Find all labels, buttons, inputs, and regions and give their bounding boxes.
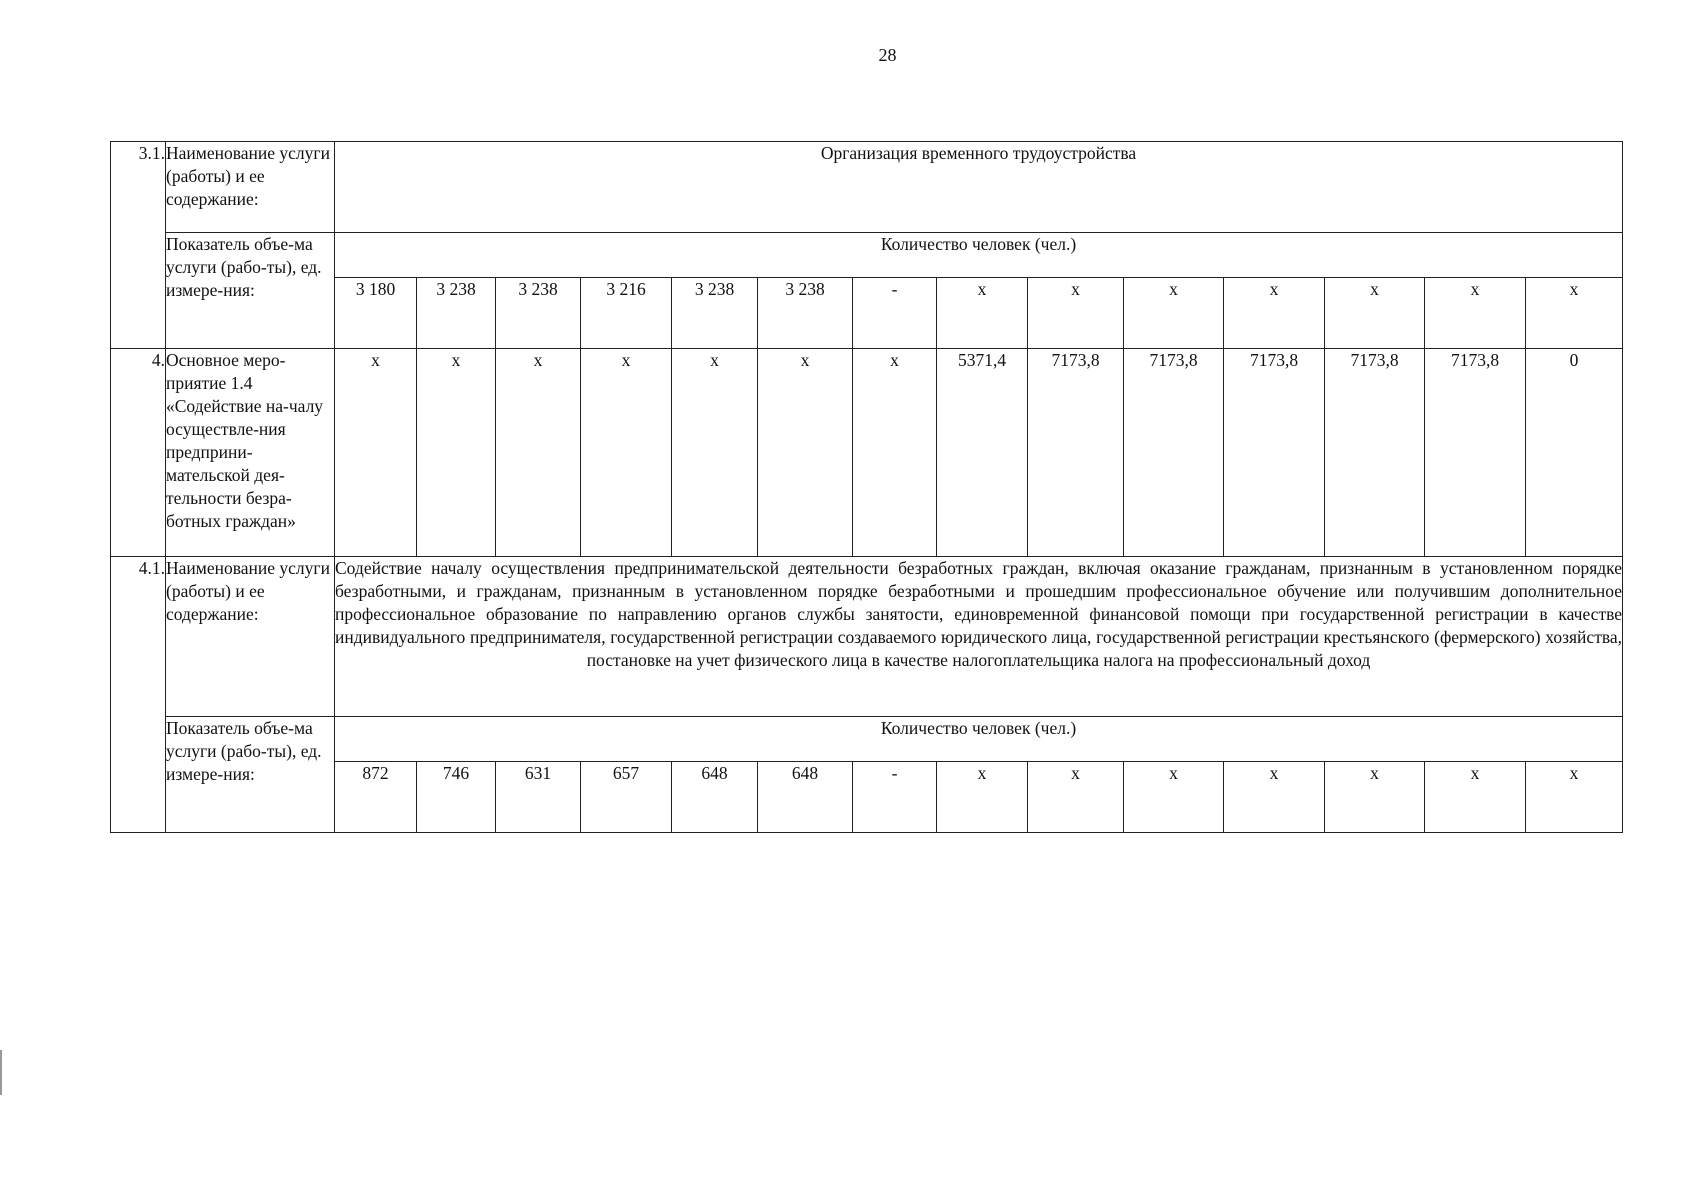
value-cell: x: [1124, 762, 1224, 833]
value-cell: x: [672, 349, 758, 557]
value-cell: x: [1425, 762, 1526, 833]
value-cell: x: [937, 278, 1028, 349]
indicator-label: Показатель объе-ма услуги (рабо-ты), ед. измере-ния:: [166, 717, 335, 833]
value-cell: x: [1325, 278, 1425, 349]
row-number: 4.1.: [111, 557, 166, 833]
value-cell: 7173,8: [1124, 349, 1224, 557]
value-cell: x: [335, 349, 417, 557]
service-name-value: Организация временного трудоустройства: [335, 142, 1623, 233]
value-cell: 657: [581, 762, 672, 833]
value-cell: 648: [758, 762, 853, 833]
table-row: [111, 142, 1623, 233]
value-cell: 3 180: [335, 278, 417, 349]
service-name-label: Наименование услуги (работы) и ее содержание:: [166, 142, 335, 233]
value-cell: 7173,8: [1224, 349, 1325, 557]
service-name-value: Содействие началу осуществления предпринимательской деятельности безработных граждан, включая оказание гражданам, признанным в установленном порядке безработными, и гражданам, признанным в установленном порядке безработными и прошедшим профессиональное обучение или получившим дополнительное профессиональное образование по направлению органов службы занятости, единовременной финансовой помощи при государственной регистрации в качестве индивидуального предпринимателя, государственной регистрации создаваемого юридического лица, государственной регистрации крестьянского (фермерского) хозяйства, постановке на учет физического лица в качестве налогоплательщика налога на профессиональный доход: [335, 557, 1623, 717]
value-cell: 7173,8: [1425, 349, 1526, 557]
page-number: 28: [878, 45, 897, 65]
indicator-label: Показатель объе-ма услуги (рабо-ты), ед. измере-ния:: [166, 233, 335, 349]
value-cell: x: [417, 349, 496, 557]
value-cell: 7173,8: [1028, 349, 1124, 557]
value-cell: x: [1028, 278, 1124, 349]
value-cell: 5371,4: [937, 349, 1028, 557]
value-cell: 7173,8: [1325, 349, 1425, 557]
value-cell: 746: [417, 762, 496, 833]
value-cell: x: [1224, 762, 1325, 833]
scan-edge-mark: [0, 1050, 2, 1095]
value-cell: x: [496, 349, 581, 557]
table-row: [111, 349, 1623, 557]
value-cell: x: [1124, 278, 1224, 349]
value-cell: x: [581, 349, 672, 557]
value-cell: x: [1526, 278, 1623, 349]
value-cell: x: [853, 349, 937, 557]
row-number: 3.1.: [111, 142, 166, 349]
table-row: [111, 233, 1623, 278]
unit-label: Количество человек (чел.): [335, 233, 1623, 278]
unit-label: Количество человек (чел.): [335, 717, 1623, 762]
value-cell: 3 238: [417, 278, 496, 349]
value-cell: 648: [672, 762, 758, 833]
value-cell: -: [853, 762, 937, 833]
row-number: 4.: [111, 349, 166, 557]
value-cell: x: [1425, 278, 1526, 349]
service-name-label: Наименование услуги (работы) и ее содержание:: [166, 557, 335, 717]
value-cell: x: [937, 762, 1028, 833]
table-row: [111, 717, 1623, 762]
activity-label: Основное меро-приятие 1.4 «Содействие на-чалу осуществле-ния предприни-мательской дея-тельности безра-ботных граждан»: [166, 349, 335, 557]
value-cell: 631: [496, 762, 581, 833]
program-table: [110, 141, 1623, 833]
value-cell: x: [1526, 762, 1623, 833]
value-cell: 872: [335, 762, 417, 833]
table-row: [111, 557, 1623, 717]
value-cell: 3 238: [758, 278, 853, 349]
value-cell: 0: [1526, 349, 1623, 557]
value-cell: x: [1325, 762, 1425, 833]
table-row: [111, 762, 1623, 833]
value-cell: x: [1224, 278, 1325, 349]
value-cell: -: [853, 278, 937, 349]
value-cell: x: [1028, 762, 1124, 833]
value-cell: 3 238: [496, 278, 581, 349]
value-cell: x: [758, 349, 853, 557]
table-row: [111, 278, 1623, 349]
value-cell: 3 216: [581, 278, 672, 349]
value-cell: 3 238: [672, 278, 758, 349]
